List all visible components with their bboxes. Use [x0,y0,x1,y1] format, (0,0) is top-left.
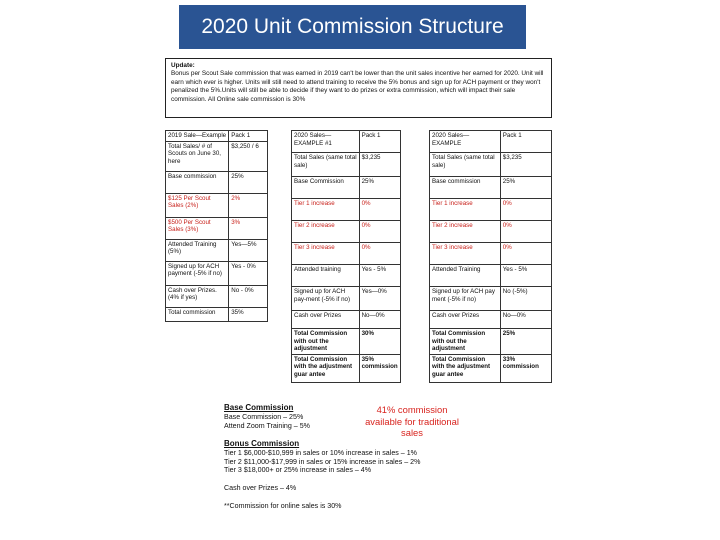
row-label: Tier 3 increase [292,243,360,265]
row-label: Total Sales (same total sale) [430,153,501,177]
row-label: Cash over Prizes. (4% if yes) [166,285,229,307]
table-row [430,265,552,287]
row-label: Tier 1 increase [292,199,360,221]
table-row [430,153,552,177]
row-label: Base commission [166,171,229,193]
table-row [292,199,401,221]
row-label: Tier 2 increase [430,221,501,243]
table-row [166,171,268,193]
row-value: No (-5%) [500,287,551,311]
row-label: Cash over Prizes [430,311,501,329]
row-value: 0% [500,221,551,243]
row-value: $3,235 [359,153,400,177]
row-value: $3,250 / 6 [229,141,268,171]
table-row [430,354,552,382]
base-commission-line: Base Commission – 25% [224,412,304,421]
table-row [166,285,268,307]
table-row [292,243,401,265]
row-value: Yes—0% [359,287,400,311]
row-value: Yes—5% [229,239,268,261]
table-header-row [430,131,552,153]
row-label: Total Commission with the adjustment guar antee [430,354,501,382]
tier-2-line: Tier 2 $11,000-$17,999 in sales or 15% increase in sales – 2% [224,457,421,466]
table-row [292,329,401,355]
row-value: 30% [359,329,400,355]
table-row [430,287,552,311]
header-pack: Pack 1 [359,131,400,153]
table-row [430,311,552,329]
row-value: 0% [500,199,551,221]
table-row [166,261,268,285]
table-row [166,141,268,171]
training-line: Attend Zoom Training – 5% [224,421,310,430]
slide-title: 2020 Unit Commission Structure [179,5,526,49]
row-label: Signed up for ACH pay ment (-5% if no) [430,287,501,311]
row-value: Yes - 0% [229,261,268,285]
row-label: Total Commission with out the adjustment [292,329,360,355]
header-pack: Pack 1 [500,131,551,153]
cash-over-prizes-line: Cash over Prizes – 4% [224,484,297,493]
row-value: 3% [229,217,268,239]
row-value: No - 0% [229,285,268,307]
table-row [430,221,552,243]
table-row [166,193,268,217]
header-label: 2020 Sales—EXAMPLE [430,131,501,153]
row-value: 25% [359,177,400,199]
row-label: Tier 2 increase [292,221,360,243]
row-value: Yes - 5% [359,265,400,287]
table-row [292,354,401,382]
row-value: 33% commission [500,354,551,382]
row-value: No—0% [500,311,551,329]
table-2020-example-2 [429,130,552,383]
update-body: Bonus per Scout Sale commission that was earned in 2019 can't be lower than the unit sales incentive her earned for 2020. Unit will earn which ever is higher. Units will still need to attend training to receive the 5% bonus and sign up for ACH payment or they won't penalized the 5%.Units will still be able to decide if they want to do prizes or extra commission, which will impact their sale commission. All Online sale commission is 30% [171,70,544,103]
row-value: 25% [500,329,551,355]
row-label: Total Sales (same total sale) [292,153,360,177]
table-row [292,153,401,177]
table-header-row [166,131,268,142]
row-value: $3,235 [500,153,551,177]
row-value: Yes - 5% [500,265,551,287]
row-value: 0% [359,243,400,265]
table-row [166,239,268,261]
row-value: 35% [229,307,268,321]
update-heading: Update: [171,62,195,69]
row-label: Total commission [166,307,229,321]
table-row [292,287,401,311]
row-label: Tier 3 increase [430,243,501,265]
row-value: 0% [359,221,400,243]
commission-callout: 41% commission available for traditional sales [365,404,459,439]
row-label: Base commission [430,177,501,199]
row-label: Attended Training (5%) [166,239,229,261]
row-label: Attended Training [430,265,501,287]
table-row [292,265,401,287]
row-label: Total Commission with the adjustment guar antee [292,354,360,382]
row-label: Signed up for ACH payment (-5% if no) [166,261,229,285]
table-row [430,177,552,199]
table-header-row [292,131,401,153]
header-label: 2020 Sales—EXAMPLE #1 [292,131,360,153]
table-row [166,217,268,239]
table-2019-example [165,130,268,322]
header-label: 2019 Sale—Example [166,131,229,142]
row-label: Total Sales/ # of Scouts on June 30, here [166,141,229,171]
row-value: No—0% [359,311,400,329]
row-label: Total Commission with out the adjustment [430,329,501,355]
base-commission-heading: Base Commission [224,403,294,412]
tier-1-line: Tier 1 $6,000-$10,999 in sales or 10% increase in sales – 1% [224,448,417,457]
row-label: Base Commission [292,177,360,199]
table-row [292,177,401,199]
row-label: $125 Per Scout Sales (2%) [166,193,229,217]
row-label: $500 Per Scout Sales (3%) [166,217,229,239]
header-pack: Pack 1 [229,131,268,142]
row-value: 0% [500,243,551,265]
table-row [430,199,552,221]
row-label: Cash over Prizes [292,311,360,329]
table-row [430,243,552,265]
row-label: Signed up for ACH pay-ment (-5% if no) [292,287,360,311]
online-sales-note: **Commission for online sales is 30% [224,502,342,511]
row-value: 25% [500,177,551,199]
row-value: 0% [359,199,400,221]
update-notice-box [165,58,552,118]
table-row [430,329,552,355]
row-value: 25% [229,171,268,193]
table-2020-example-1 [291,130,401,383]
row-label: Attended training [292,265,360,287]
row-label: Tier 1 increase [430,199,501,221]
table-row [166,307,268,321]
table-row [292,311,401,329]
row-value: 2% [229,193,268,217]
row-value: 35% commission [359,354,400,382]
bonus-commission-heading: Bonus Commission [224,438,300,448]
table-row [292,221,401,243]
tier-3-line: Tier 3 $18,000+ or 25% increase in sales – 4% [224,466,372,475]
